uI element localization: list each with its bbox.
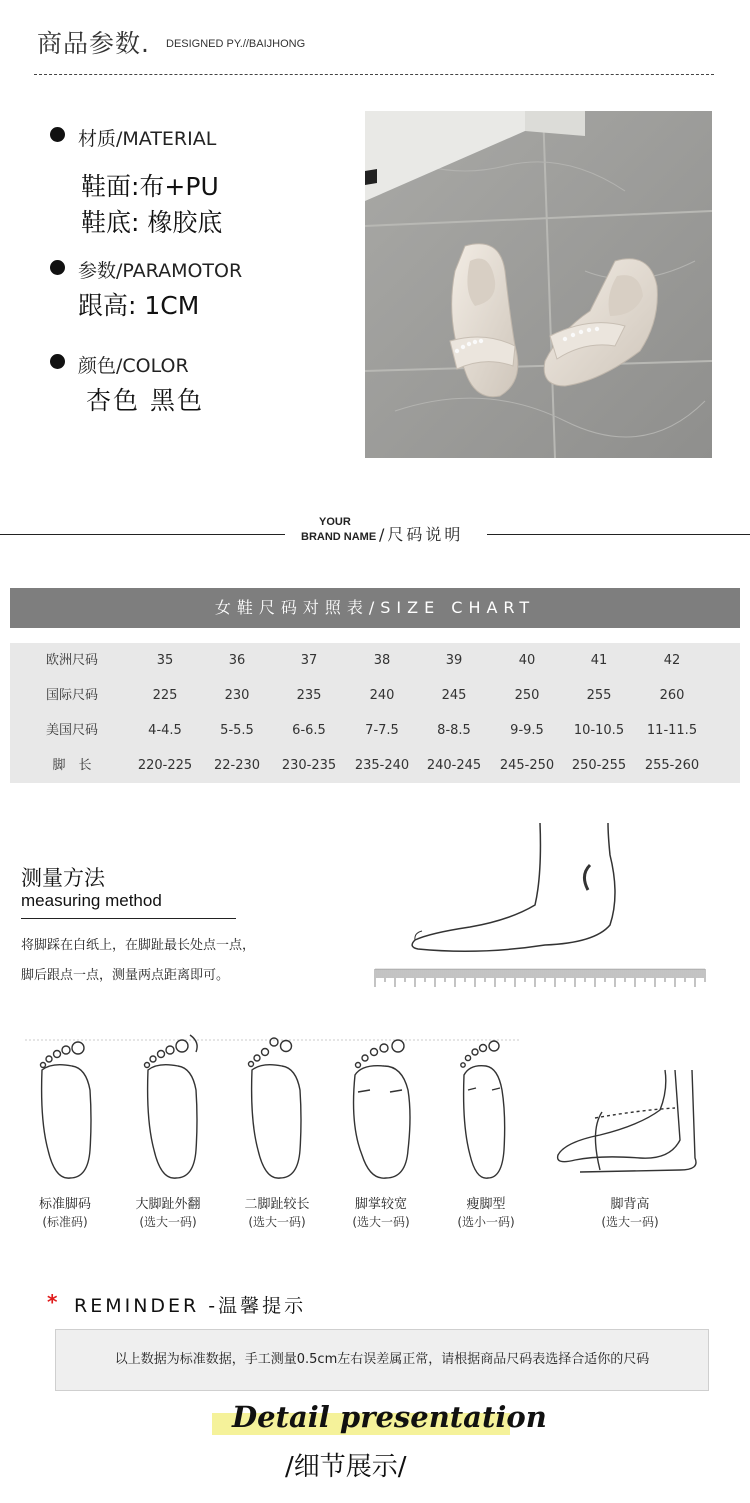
foot-type-advice: (选大一码): [352, 1215, 410, 1229]
table-cell: 230: [224, 688, 250, 703]
table-cell: 35: [156, 653, 174, 668]
table-cell: 235: [296, 688, 322, 703]
table-cell: 37: [300, 653, 318, 668]
brand-divider-right: [487, 534, 750, 535]
table-cell: 6-6.5: [292, 723, 326, 738]
table-cell: 245: [441, 688, 467, 703]
foot-types-illustration: [20, 1030, 720, 1190]
table-cell: 225: [152, 688, 178, 703]
row-label: 欧洲尺码: [45, 653, 98, 668]
spec-value-heel: 跟高: 1CM: [78, 291, 200, 320]
table-cell: 36: [228, 653, 246, 668]
foot-measure-illustration: [370, 815, 710, 995]
table-cell: 7-7.5: [365, 723, 399, 738]
foot-type-advice: (选大一码): [601, 1215, 659, 1229]
spec-value-colors: 杏色 黑色: [86, 386, 204, 415]
bullet-icon: [50, 260, 65, 275]
size-chart-table: [10, 643, 740, 783]
brand-divider-left: [0, 534, 285, 535]
table-cell: 38: [373, 653, 391, 668]
foot-type-advice: (选大一码): [248, 1215, 306, 1229]
row-label: 国际尺码: [45, 688, 98, 703]
header-divider: [34, 74, 714, 75]
table-cell: 40: [518, 653, 536, 668]
foot-type-label: 脚背高: [610, 1197, 650, 1212]
foot-type-advice: (选小一码): [457, 1215, 515, 1229]
spec-value-upper: 鞋面:布+PU: [81, 172, 219, 201]
measuring-underline: [21, 918, 236, 919]
size-guide-title: /尺码说明: [379, 525, 464, 544]
measuring-step2: 脚后跟点一点，测量两点距离即可。: [21, 968, 230, 983]
measuring-subtitle: measuring method: [21, 891, 162, 910]
table-cell: 41: [590, 653, 608, 668]
detail-title: Detail presentation: [232, 1400, 547, 1434]
table-cell: 250: [514, 688, 540, 703]
reminder-star-icon: *: [47, 1290, 58, 1314]
table-cell: 240: [369, 688, 395, 703]
table-cell: 255-260: [644, 758, 700, 773]
table-cell: 4-4.5: [148, 723, 182, 738]
table-cell: 250-255: [571, 758, 627, 773]
measuring-step1: 将脚踩在白纸上，在脚趾最长处点一点，: [21, 938, 256, 953]
reminder-text: 以上数据为标准数据，手工测量0.5cm左右误差属正常，请根据商品尺码表选择合适你的尺码: [55, 1329, 709, 1391]
spec-value-sole: 鞋底: 橡胶底: [81, 208, 223, 237]
foot-type-label: 脚掌较宽: [354, 1197, 407, 1212]
bullet-icon: [50, 127, 65, 142]
table-cell: 39: [445, 653, 463, 668]
table-row: [10, 748, 740, 783]
foot-type-advice: (标准码): [42, 1215, 88, 1229]
table-cell: 245-250: [499, 758, 555, 773]
table-cell: 22-230: [213, 758, 261, 773]
table-cell: 11-11.5: [646, 723, 698, 738]
product-photo: [365, 111, 712, 458]
page-title: 商品参数.: [37, 29, 150, 58]
foot-type-label: 大脚趾外翻: [135, 1197, 201, 1212]
table-cell: 260: [659, 688, 685, 703]
table-cell: 8-8.5: [437, 723, 471, 738]
table-cell: 230-235: [281, 758, 337, 773]
bullet-icon: [50, 354, 65, 369]
table-cell: 235-240: [354, 758, 410, 773]
foot-type-advice: (选大一码): [139, 1215, 197, 1229]
table-cell: 5-5.5: [220, 723, 254, 738]
table-cell: 9-9.5: [510, 723, 544, 738]
detail-subtitle: /细节展示/: [285, 1452, 407, 1482]
row-label: 脚 长: [52, 758, 92, 773]
size-chart-title: 女鞋尺码对照表/SIZE CHART: [10, 588, 740, 628]
designer-credit: DESIGNED PY.//BAIJHONG: [166, 38, 306, 50]
reminder-title: REMINDER -温馨提示: [74, 1295, 307, 1317]
table-cell: 220-225: [137, 758, 193, 773]
spec-heading-color: 颜色/COLOR: [78, 355, 189, 377]
table-cell: 42: [663, 653, 681, 668]
brand-line1: YOUR: [319, 516, 351, 528]
table-cell: 10-10.5: [573, 723, 625, 738]
table-cell: 255: [586, 688, 612, 703]
foot-type-label: 二脚趾较长: [244, 1197, 310, 1212]
foot-type-label: 瘦脚型: [466, 1197, 506, 1212]
table-cell: 240-245: [426, 758, 482, 773]
brand-line2: BRAND NAME: [301, 531, 377, 543]
measuring-title: 测量方法: [21, 866, 105, 890]
table-row: [10, 713, 740, 748]
foot-type-label: 标准脚码: [38, 1197, 91, 1212]
spec-heading-material: 材质/MATERIAL: [78, 128, 217, 150]
row-label: 美国尺码: [45, 723, 98, 738]
table-row: [10, 678, 740, 713]
table-row: [10, 643, 740, 678]
spec-heading-param: 参数/PARAMOTOR: [78, 260, 243, 282]
shoe-photo-illustration: [365, 111, 712, 458]
